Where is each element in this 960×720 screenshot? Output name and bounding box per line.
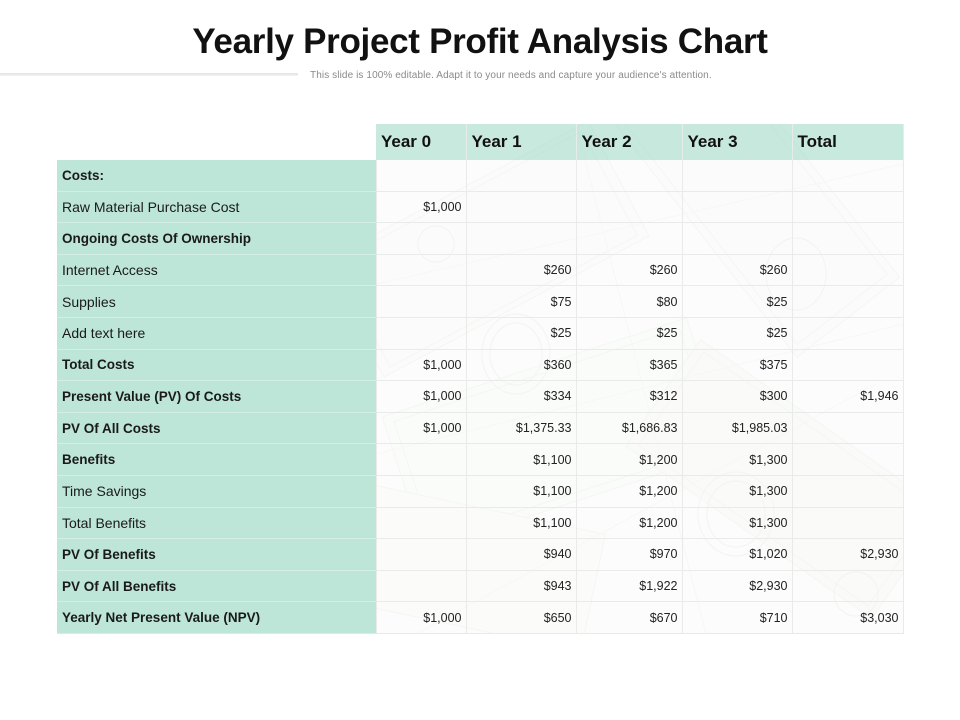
cell-year-2 [576, 191, 682, 223]
table-row [57, 444, 903, 476]
cell-year-1: $943 [466, 570, 576, 602]
cell-year-1: $1,375.33 [466, 412, 576, 444]
table-row [57, 602, 903, 634]
row-label: Present Value (PV) Of Costs [57, 381, 376, 413]
cell-year-3: $710 [682, 602, 792, 634]
table-row [57, 254, 903, 286]
cell-year-2: $1,686.83 [576, 412, 682, 444]
row-label: Raw Material Purchase Cost [57, 191, 376, 223]
cell-year-1: $650 [466, 602, 576, 634]
cell-total [792, 475, 903, 507]
cell-year-0 [376, 286, 466, 318]
table-row [57, 539, 903, 571]
cell-year-2: $1,200 [576, 507, 682, 539]
row-label: PV Of All Benefits [57, 570, 376, 602]
table-row [57, 160, 903, 191]
cell-year-1: $1,100 [466, 507, 576, 539]
table-row [57, 286, 903, 318]
cell-year-3: $1,020 [682, 539, 792, 571]
cell-year-3: $260 [682, 254, 792, 286]
cell-total: $2,930 [792, 539, 903, 571]
cell-total: $3,030 [792, 602, 903, 634]
row-label: Benefits [57, 444, 376, 476]
cell-year-3: $1,300 [682, 475, 792, 507]
cell-year-1: $75 [466, 286, 576, 318]
cell-year-0: $1,000 [376, 191, 466, 223]
cell-year-0 [376, 444, 466, 476]
cell-year-2: $312 [576, 381, 682, 413]
table-body [57, 160, 903, 633]
page-title: Yearly Project Profit Analysis Chart [192, 22, 768, 61]
cell-year-3 [682, 191, 792, 223]
row-label: Time Savings [57, 475, 376, 507]
cell-year-1 [466, 191, 576, 223]
table-row [57, 475, 903, 507]
row-label: Yearly Net Present Value (NPV) [57, 602, 376, 634]
table-row [57, 349, 903, 381]
decorative-divider [0, 73, 298, 76]
row-label: PV Of Benefits [57, 539, 376, 571]
cell-total [792, 507, 903, 539]
cell-year-3: $300 [682, 381, 792, 413]
cell-year-3 [682, 223, 792, 255]
cell-year-1: $25 [466, 317, 576, 349]
cell-year-3: $1,300 [682, 507, 792, 539]
cell-year-1: $1,100 [466, 475, 576, 507]
page-subtitle: This slide is 100% editable. Adapt it to your needs and capture your audience's attention. [310, 70, 712, 81]
header-total: Total [792, 124, 903, 160]
cell-total [792, 254, 903, 286]
header-year-1: Year 1 [466, 124, 576, 160]
profit-analysis-table [57, 124, 904, 634]
cell-total [792, 317, 903, 349]
cell-year-3: $1,300 [682, 444, 792, 476]
cell-year-1: $260 [466, 254, 576, 286]
row-label: Ongoing Costs Of Ownership [57, 223, 376, 255]
cell-year-1 [466, 160, 576, 191]
cell-year-1: $940 [466, 539, 576, 571]
cell-total: $1,946 [792, 381, 903, 413]
row-label: Internet Access [57, 254, 376, 286]
profit-analysis-table-wrapper [57, 124, 903, 634]
header-year-0: Year 0 [376, 124, 466, 160]
cell-year-3: $25 [682, 317, 792, 349]
cell-total [792, 191, 903, 223]
cell-year-0 [376, 539, 466, 571]
cell-year-2: $80 [576, 286, 682, 318]
cell-year-1: $1,100 [466, 444, 576, 476]
table-row [57, 412, 903, 444]
cell-year-2 [576, 160, 682, 191]
cell-year-2: $670 [576, 602, 682, 634]
row-label: Add text here [57, 317, 376, 349]
cell-year-2 [576, 223, 682, 255]
row-label: Total Costs [57, 349, 376, 381]
row-label: Costs: [57, 160, 376, 191]
cell-year-1: $334 [466, 381, 576, 413]
header-blank-cell [57, 124, 376, 160]
cell-year-1: $360 [466, 349, 576, 381]
cell-year-2: $1,200 [576, 444, 682, 476]
table-row [57, 317, 903, 349]
table-row [57, 381, 903, 413]
cell-year-0 [376, 160, 466, 191]
cell-total [792, 223, 903, 255]
table-row [57, 223, 903, 255]
cell-total [792, 412, 903, 444]
cell-year-0: $1,000 [376, 602, 466, 634]
cell-year-1 [466, 223, 576, 255]
cell-year-0: $1,000 [376, 349, 466, 381]
cell-year-0: $1,000 [376, 412, 466, 444]
cell-year-0 [376, 223, 466, 255]
cell-year-0 [376, 254, 466, 286]
table-row [57, 570, 903, 602]
header-year-2: Year 2 [576, 124, 682, 160]
table-header-row [57, 124, 903, 160]
cell-total [792, 349, 903, 381]
cell-total [792, 570, 903, 602]
table-row [57, 507, 903, 539]
cell-total [792, 160, 903, 191]
cell-year-3 [682, 160, 792, 191]
cell-year-2: $1,200 [576, 475, 682, 507]
cell-total [792, 444, 903, 476]
cell-year-0: $1,000 [376, 381, 466, 413]
header-year-3: Year 3 [682, 124, 792, 160]
row-label: Total Benefits [57, 507, 376, 539]
cell-total [792, 286, 903, 318]
cell-year-2: $970 [576, 539, 682, 571]
cell-year-2: $1,922 [576, 570, 682, 602]
cell-year-0 [376, 507, 466, 539]
cell-year-3: $2,930 [682, 570, 792, 602]
row-label: PV Of All Costs [57, 412, 376, 444]
cell-year-3: $1,985.03 [682, 412, 792, 444]
row-label: Supplies [57, 286, 376, 318]
cell-year-0 [376, 570, 466, 602]
cell-year-0 [376, 317, 466, 349]
cell-year-2: $260 [576, 254, 682, 286]
table-row [57, 191, 903, 223]
cell-year-2: $25 [576, 317, 682, 349]
cell-year-3: $25 [682, 286, 792, 318]
cell-year-2: $365 [576, 349, 682, 381]
cell-year-0 [376, 475, 466, 507]
cell-year-3: $375 [682, 349, 792, 381]
